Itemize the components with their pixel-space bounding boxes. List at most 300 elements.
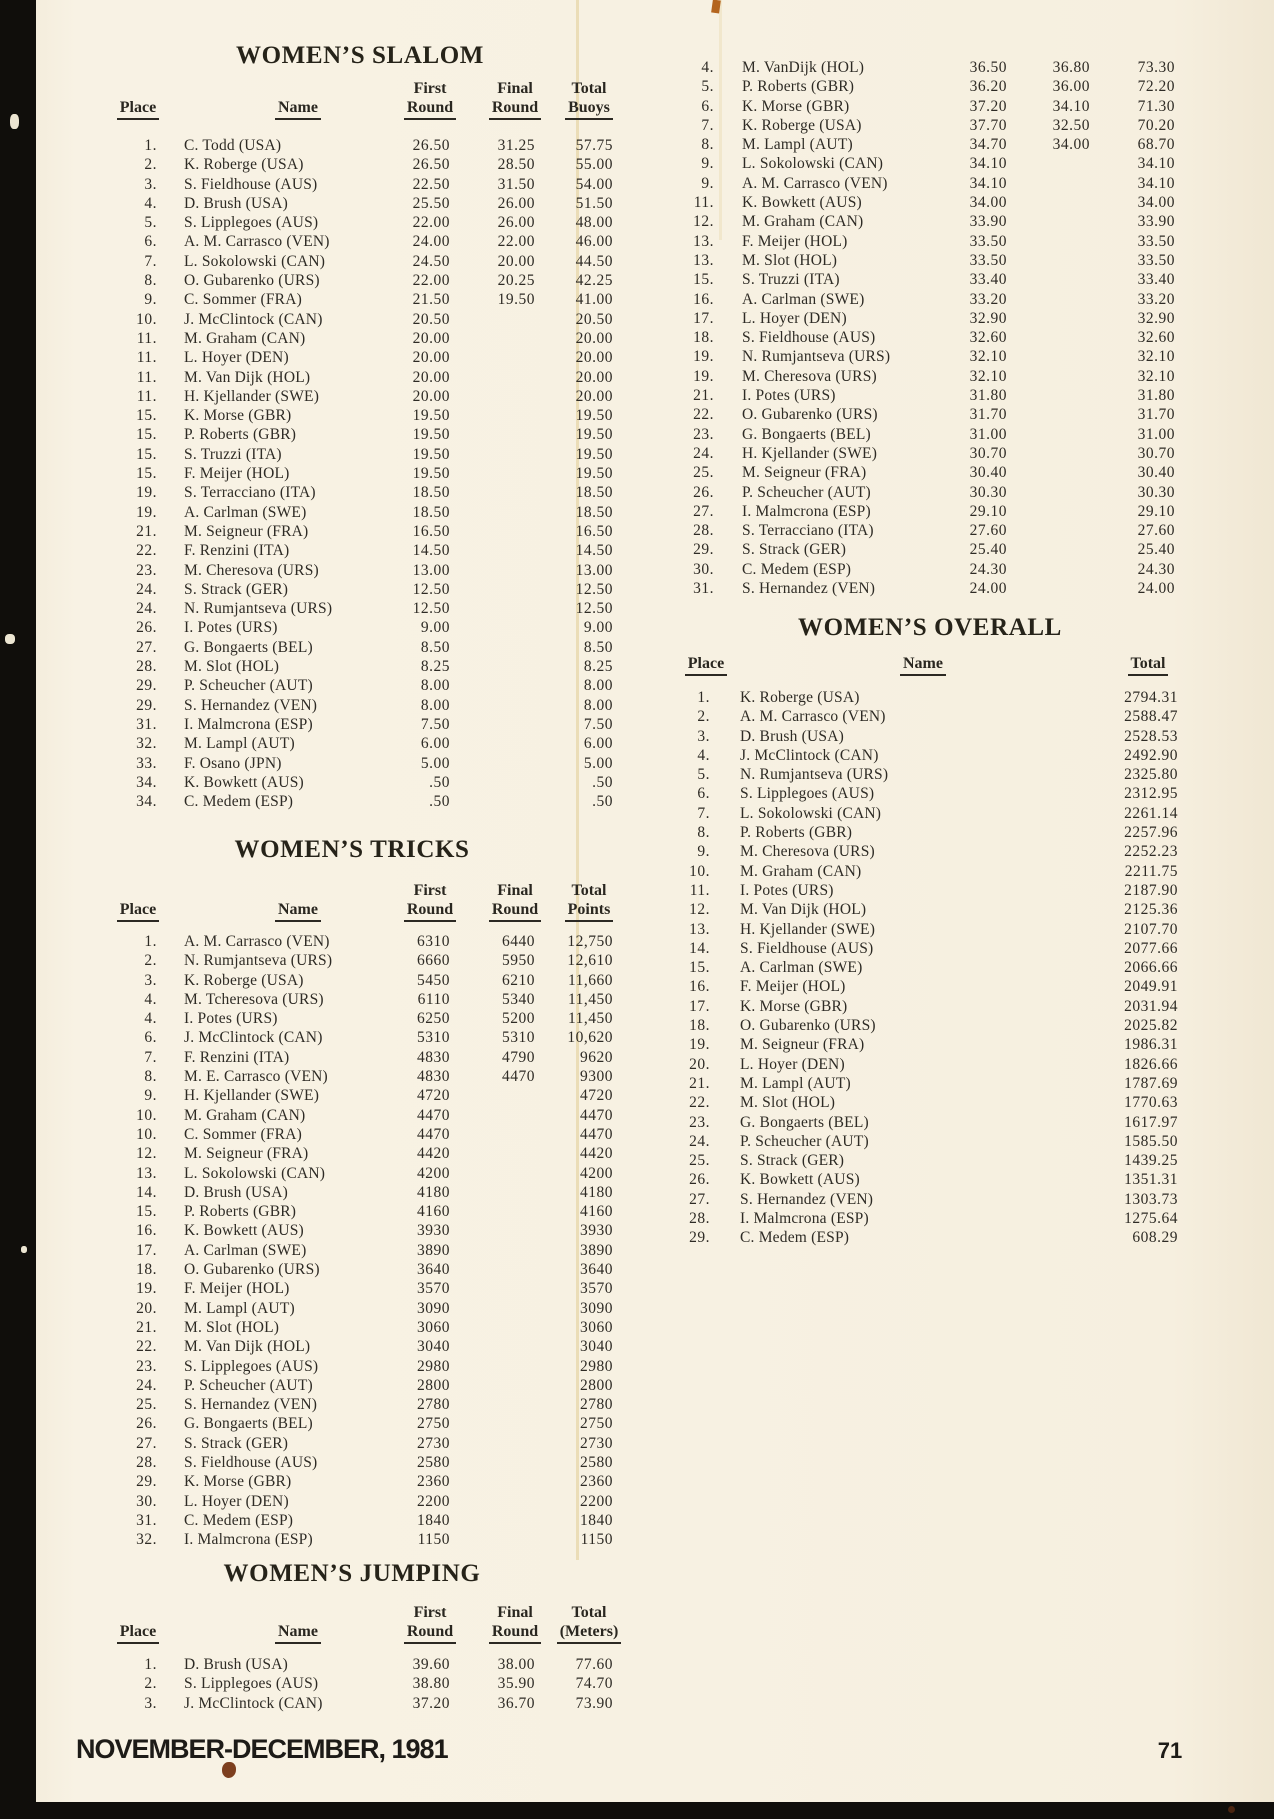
table-row xyxy=(680,688,1180,707)
table-row xyxy=(100,1492,640,1511)
table-row xyxy=(680,1228,1180,1247)
place-cell: 8. xyxy=(701,136,714,154)
table-row xyxy=(680,997,1180,1016)
total-cell: .50 xyxy=(592,793,613,811)
table-row xyxy=(100,971,640,990)
total-cell: 2187.90 xyxy=(1124,881,1178,899)
name-cell: L. Sokolowski (CAN) xyxy=(184,1164,326,1182)
r2-cell xyxy=(450,754,535,773)
table-row xyxy=(100,1376,640,1395)
r2-cell xyxy=(450,1434,535,1453)
r2-cell xyxy=(1007,154,1090,173)
total-cell: 33.90 xyxy=(1137,213,1175,231)
total-cell: 2980 xyxy=(580,1357,613,1375)
r1-cell: 34.70 xyxy=(969,136,1007,154)
table-row xyxy=(680,804,1180,823)
scan-speck xyxy=(21,1246,27,1253)
table-row xyxy=(100,657,640,676)
place-cell: 25. xyxy=(689,1152,710,1170)
total-cell: 54.00 xyxy=(575,175,613,193)
name-cell: A. M. Carrasco (VEN) xyxy=(184,233,330,251)
total-cell: 6.00 xyxy=(583,735,613,753)
table-row xyxy=(100,310,640,329)
r1-cell: 8.00 xyxy=(420,677,450,695)
total-cell: 2588.47 xyxy=(1124,708,1178,726)
place-cell: 10. xyxy=(689,862,710,880)
header-label: Round xyxy=(404,98,456,120)
table-row xyxy=(680,367,1180,386)
table-row xyxy=(680,405,1180,424)
table-row xyxy=(680,823,1180,842)
place-cell: 21. xyxy=(136,1318,157,1336)
name-cell: O. Gubarenko (URS) xyxy=(184,272,320,290)
r1-cell: 14.50 xyxy=(412,542,450,560)
table-row xyxy=(100,932,640,951)
total-cell: 9300 xyxy=(580,1068,613,1086)
r1-cell: 30.40 xyxy=(969,464,1007,482)
place-cell: 15. xyxy=(136,1203,157,1221)
total-meters-column-header xyxy=(546,1603,632,1644)
place-cell: 9. xyxy=(144,1087,157,1105)
total-cell: 74.70 xyxy=(575,1675,613,1693)
total-cell: 4200 xyxy=(580,1164,613,1182)
place-cell: 11. xyxy=(689,881,710,899)
total-cell: 1770.63 xyxy=(1124,1094,1178,1112)
table-row xyxy=(100,951,640,970)
total-cell: 3090 xyxy=(580,1299,613,1317)
place-cell: 34. xyxy=(136,793,157,811)
total-cell: 1439.25 xyxy=(1124,1152,1178,1170)
r1-cell: 30.70 xyxy=(969,444,1007,462)
total-buoys-column-header xyxy=(546,79,632,120)
total-cell: 31.70 xyxy=(1137,406,1175,424)
place-cell: 12. xyxy=(689,901,710,919)
total-cell: 27.60 xyxy=(1137,522,1175,540)
total-cell: 3570 xyxy=(580,1280,613,1298)
header-label: Final xyxy=(497,1604,533,1621)
r1-cell: 4470 xyxy=(417,1125,450,1143)
place-cell: 20. xyxy=(689,1055,710,1073)
r2-cell: 38.00 xyxy=(497,1656,535,1673)
table-row xyxy=(680,1055,1180,1074)
name-cell: A. Carlman (SWE) xyxy=(184,1241,307,1259)
r1-cell: 12.50 xyxy=(412,600,450,618)
name-cell: N. Rumjantseva (URS) xyxy=(184,952,333,970)
r1-cell: 6110 xyxy=(417,990,450,1008)
r1-cell: 31.70 xyxy=(969,406,1007,424)
name-cell: S. Fieldhouse (AUS) xyxy=(740,939,874,957)
total-cell: 2580 xyxy=(580,1454,613,1472)
place-cell: 23. xyxy=(693,425,714,443)
place-cell: 7. xyxy=(144,1048,157,1066)
table-row xyxy=(680,900,1180,919)
name-cell: M. VanDijk (HOL) xyxy=(742,59,865,76)
name-cell: M. Lampl (AUT) xyxy=(742,136,853,154)
total-cell: 2257.96 xyxy=(1124,824,1178,842)
r1-cell: 19.50 xyxy=(412,445,450,463)
r1-cell: 8.25 xyxy=(420,658,450,676)
table-row xyxy=(100,1337,640,1356)
name-cell: M. Slot (HOL) xyxy=(184,1318,280,1336)
first-round-column-header xyxy=(386,79,474,120)
r1-cell: .50 xyxy=(429,773,450,791)
r1-cell: 24.50 xyxy=(412,252,450,270)
total-cell: 33.50 xyxy=(1137,232,1175,250)
table-row xyxy=(100,580,640,599)
name-cell: M. Tcheresova (URS) xyxy=(184,990,324,1008)
name-cell: F. Meijer (HOL) xyxy=(184,1280,290,1298)
r1-cell: 39.60 xyxy=(412,1656,450,1673)
r1-cell: 12.50 xyxy=(412,580,450,598)
table-row xyxy=(100,1357,640,1376)
name-cell: M. Van Dijk (HOL) xyxy=(184,1338,311,1356)
r2-cell xyxy=(450,1086,535,1105)
r2-cell: 32.50 xyxy=(1052,116,1090,134)
total-cell: 2492.90 xyxy=(1124,746,1178,764)
header-label: Total xyxy=(571,882,607,899)
place-cell: 18. xyxy=(693,329,714,347)
header-label: Name xyxy=(275,900,321,922)
place-cell: 30. xyxy=(693,560,714,578)
table-row xyxy=(100,599,640,618)
r1-cell: 6250 xyxy=(417,1010,450,1028)
r1-cell: 19.50 xyxy=(412,465,450,483)
table-row xyxy=(680,1170,1180,1189)
r2-cell xyxy=(1007,405,1090,424)
r1-cell: 13.00 xyxy=(412,561,450,579)
r1-cell: 27.60 xyxy=(969,522,1007,540)
table-row xyxy=(680,193,1180,212)
table-row xyxy=(680,232,1180,251)
r2-cell xyxy=(1007,309,1090,328)
name-cell: H. Kjellander (SWE) xyxy=(184,387,320,405)
r2-cell: 5200 xyxy=(502,1010,535,1028)
header-label: Round xyxy=(489,900,541,922)
r1-cell: 20.00 xyxy=(412,349,450,367)
place-cell: 31. xyxy=(693,580,714,598)
first-round-column-header xyxy=(386,881,474,922)
r1-cell: 22.00 xyxy=(412,272,450,290)
total-cell: 2049.91 xyxy=(1124,978,1178,996)
place-cell: 10. xyxy=(136,1125,157,1143)
header-label: Round xyxy=(489,1622,541,1644)
name-cell: S. Lipplegoes (AUS) xyxy=(184,1357,319,1375)
r2-cell: 5310 xyxy=(502,1029,535,1047)
table-row xyxy=(680,1113,1180,1132)
table-row xyxy=(680,862,1180,881)
r1-cell: 8.00 xyxy=(420,696,450,714)
total-cell: 30.30 xyxy=(1137,483,1175,501)
name-cell: G. Bongaerts (BEL) xyxy=(184,1415,313,1433)
place-cell: 28. xyxy=(136,1454,157,1472)
place-cell: 29. xyxy=(136,696,157,714)
place-cell: 18. xyxy=(689,1017,710,1035)
r2-cell: 6440 xyxy=(502,933,535,950)
total-cell: 20.00 xyxy=(575,349,613,367)
r2-cell: 28.50 xyxy=(497,156,535,174)
r2-cell xyxy=(450,599,535,618)
total-cell: 12,750 xyxy=(567,933,613,950)
total-cell: 18.50 xyxy=(575,484,613,502)
r2-cell xyxy=(450,696,535,715)
table-row xyxy=(680,1093,1180,1112)
total-cell: 2031.94 xyxy=(1124,997,1178,1015)
place-cell: 22. xyxy=(136,542,157,560)
name-cell: M. Cheresova (URS) xyxy=(740,843,875,861)
name-cell: I. Malmcrona (ESP) xyxy=(184,1531,313,1549)
header-label: Place xyxy=(685,654,727,676)
place-cell: 1. xyxy=(144,933,157,950)
table-row xyxy=(680,784,1180,803)
total-cell: 19.50 xyxy=(575,407,613,425)
table-row xyxy=(680,1035,1180,1054)
jumping-section-title: WOMEN’S JUMPING xyxy=(223,1560,481,1587)
name-cell: S. Strack (GER) xyxy=(184,1434,289,1452)
table-row xyxy=(680,386,1180,405)
r2-cell xyxy=(1007,328,1090,347)
place-cell: 19. xyxy=(693,367,714,385)
place-cell: 15. xyxy=(693,271,714,289)
name-cell: P. Roberts (GBR) xyxy=(742,78,855,96)
r2-cell xyxy=(450,618,535,637)
table-row xyxy=(100,754,640,773)
table-row xyxy=(680,707,1180,726)
r2-cell xyxy=(450,425,535,444)
place-cell: 13. xyxy=(693,251,714,269)
r2-cell xyxy=(450,445,535,464)
table-row xyxy=(100,1144,640,1163)
table-row xyxy=(680,328,1180,347)
r2-cell xyxy=(1007,270,1090,289)
r2-cell xyxy=(1007,425,1090,444)
table-row xyxy=(100,136,640,155)
slalom-table xyxy=(100,136,640,811)
r1-cell: 33.50 xyxy=(969,251,1007,269)
r2-cell xyxy=(450,310,535,329)
total-cell: 4180 xyxy=(580,1183,613,1201)
name-cell: L. Hoyer (DEN) xyxy=(184,349,289,367)
total-cell: 2750 xyxy=(580,1415,613,1433)
total-points-column-header xyxy=(546,881,632,922)
name-cell: C. Medem (ESP) xyxy=(742,560,852,578)
r1-cell: 25.40 xyxy=(969,541,1007,559)
r1-cell: 2580 xyxy=(417,1454,450,1472)
table-row xyxy=(680,463,1180,482)
table-row xyxy=(680,270,1180,289)
total-cell: 1826.66 xyxy=(1124,1055,1178,1073)
r1-cell: 20.50 xyxy=(412,310,450,328)
left-edge-strip xyxy=(0,0,36,1819)
r2-cell xyxy=(1007,521,1090,540)
table-row xyxy=(680,251,1180,270)
r2-cell xyxy=(1007,212,1090,231)
table-row xyxy=(100,1655,640,1674)
total-cell: 68.70 xyxy=(1137,136,1175,154)
place-cell: 29. xyxy=(689,1229,710,1247)
total-cell: 13.00 xyxy=(575,561,613,579)
r1-cell: 3930 xyxy=(417,1222,450,1240)
r2-cell xyxy=(450,1241,535,1260)
r2-cell xyxy=(450,580,535,599)
place-cell: 22. xyxy=(136,1338,157,1356)
total-cell: 73.30 xyxy=(1137,59,1175,76)
name-cell: K. Bowkett (AUS) xyxy=(184,773,304,791)
place-cell: 1. xyxy=(144,137,157,154)
table-row xyxy=(100,773,640,792)
place-cell: 24. xyxy=(136,1376,157,1394)
r2-cell: 36.70 xyxy=(497,1694,535,1712)
header-label: Points xyxy=(565,900,614,922)
place-cell: 19. xyxy=(136,484,157,502)
total-cell: 8.50 xyxy=(583,638,613,656)
place-cell: 3. xyxy=(144,1694,157,1712)
place-cell: 1. xyxy=(697,689,710,706)
place-cell: 23. xyxy=(689,1113,710,1131)
place-cell: 27. xyxy=(693,502,714,520)
total-cell: 77.60 xyxy=(575,1656,613,1673)
r1-cell: 3890 xyxy=(417,1241,450,1259)
total-cell: 5.00 xyxy=(583,754,613,772)
r2-cell: 5950 xyxy=(502,952,535,970)
total-cell: 30.70 xyxy=(1137,444,1175,462)
table-row xyxy=(100,792,640,811)
r1-cell: 21.50 xyxy=(412,291,450,309)
table-row xyxy=(100,175,640,194)
table-row xyxy=(100,1414,640,1433)
jumping-table xyxy=(100,1655,640,1713)
place-cell: 24. xyxy=(136,580,157,598)
r2-cell: 34.10 xyxy=(1052,97,1090,115)
header-label: Place xyxy=(117,1622,159,1644)
name-column-header xyxy=(250,98,346,120)
table-row xyxy=(680,309,1180,328)
place-cell: 15. xyxy=(689,959,710,977)
name-cell: S. Strack (GER) xyxy=(740,1152,845,1170)
total-cell: 1275.64 xyxy=(1124,1210,1178,1228)
r1-cell: 2730 xyxy=(417,1434,450,1452)
r2-cell: 20.00 xyxy=(497,252,535,270)
r2-cell xyxy=(450,1164,535,1183)
name-cell: F. Meijer (HOL) xyxy=(184,465,290,483)
r2-cell xyxy=(450,1260,535,1279)
total-cell: 4720 xyxy=(580,1087,613,1105)
r2-cell: 5340 xyxy=(502,990,535,1008)
r2-cell: 26.00 xyxy=(497,194,535,212)
total-cell: 24.30 xyxy=(1137,560,1175,578)
name-cell: S. Strack (GER) xyxy=(742,541,847,559)
place-cell: 33. xyxy=(136,754,157,772)
r1-cell: 6310 xyxy=(417,933,450,950)
r1-cell: 4180 xyxy=(417,1183,450,1201)
name-cell: D. Brush (USA) xyxy=(184,194,288,212)
table-row xyxy=(680,347,1180,366)
name-cell: S. Terracciano (ITA) xyxy=(742,522,874,540)
name-cell: P. Roberts (GBR) xyxy=(740,824,853,842)
r1-cell: 33.90 xyxy=(969,213,1007,231)
name-cell: S. Hernandez (VEN) xyxy=(184,1396,318,1414)
place-cell: 12. xyxy=(136,1145,157,1163)
r1-cell: 9.00 xyxy=(420,619,450,637)
place-cell: 8. xyxy=(144,1068,157,1086)
name-cell: I. Malmcrona (ESP) xyxy=(184,715,313,733)
place-cell: 29. xyxy=(136,677,157,695)
table-row xyxy=(100,1318,640,1337)
place-cell: 4. xyxy=(701,59,714,76)
total-cell: 11,450 xyxy=(567,990,613,1008)
place-cell: 8. xyxy=(144,272,157,290)
r1-cell: .50 xyxy=(429,793,450,811)
r2-cell xyxy=(450,1299,535,1318)
total-cell: 608.29 xyxy=(1132,1229,1178,1247)
total-cell: 1585.50 xyxy=(1124,1132,1178,1150)
place-cell: 11. xyxy=(136,349,157,367)
name-cell: S. Truzzi (ITA) xyxy=(184,445,282,463)
table-row xyxy=(680,290,1180,309)
name-cell: G. Bongaerts (BEL) xyxy=(184,638,313,656)
name-cell: A. M. Carrasco (VEN) xyxy=(742,174,888,192)
r1-cell: 26.50 xyxy=(412,137,450,154)
table-row xyxy=(680,97,1180,116)
table-row xyxy=(680,842,1180,861)
total-cell: 4160 xyxy=(580,1203,613,1221)
table-row xyxy=(100,232,640,251)
place-cell: 27. xyxy=(136,638,157,656)
table-row xyxy=(680,1074,1180,1093)
total-cell: 19.50 xyxy=(575,445,613,463)
r1-cell: 18.50 xyxy=(412,503,450,521)
place-cell: 24. xyxy=(136,600,157,618)
total-cell: 12.50 xyxy=(575,580,613,598)
r1-cell: 7.50 xyxy=(420,715,450,733)
scan-speck xyxy=(5,634,15,644)
name-cell: L. Sokolowski (CAN) xyxy=(742,155,884,173)
place-cell: 15. xyxy=(136,426,157,444)
table-row xyxy=(100,522,640,541)
name-cell: P. Scheucher (AUT) xyxy=(740,1132,869,1150)
table-row xyxy=(680,77,1180,96)
place-cell: 17. xyxy=(136,1241,157,1259)
table-row xyxy=(100,1067,640,1086)
place-cell: 28. xyxy=(693,522,714,540)
r2-cell xyxy=(1007,463,1090,482)
place-cell: 17. xyxy=(689,997,710,1015)
r2-cell: 4470 xyxy=(502,1068,535,1086)
table-row xyxy=(680,154,1180,173)
total-cell: 19.50 xyxy=(575,426,613,444)
place-cell: 22. xyxy=(693,406,714,424)
total-cell: 33.20 xyxy=(1137,290,1175,308)
r2-cell xyxy=(450,503,535,522)
place-cell: 16. xyxy=(693,290,714,308)
name-cell: N. Rumjantseva (URS) xyxy=(742,348,891,366)
total-cell: 2125.36 xyxy=(1124,901,1178,919)
r1-cell: 36.20 xyxy=(969,78,1007,96)
place-cell: 14. xyxy=(689,939,710,957)
place-column-header xyxy=(106,98,170,120)
r2-cell xyxy=(450,1183,535,1202)
r2-cell xyxy=(450,657,535,676)
name-cell: S. Lipplegoes (AUS) xyxy=(740,785,875,803)
header-label: Total xyxy=(571,1604,607,1621)
r1-cell: 4200 xyxy=(417,1164,450,1182)
name-cell: F. Renzini (ITA) xyxy=(184,542,290,560)
table-row xyxy=(680,1190,1180,1209)
r1-cell: 37.70 xyxy=(969,116,1007,134)
name-cell: A. Carlman (SWE) xyxy=(184,503,307,521)
name-cell: C. Sommer (FRA) xyxy=(184,1125,302,1143)
name-cell: D. Brush (USA) xyxy=(740,727,844,745)
name-cell: J. McClintock (CAN) xyxy=(184,310,323,328)
